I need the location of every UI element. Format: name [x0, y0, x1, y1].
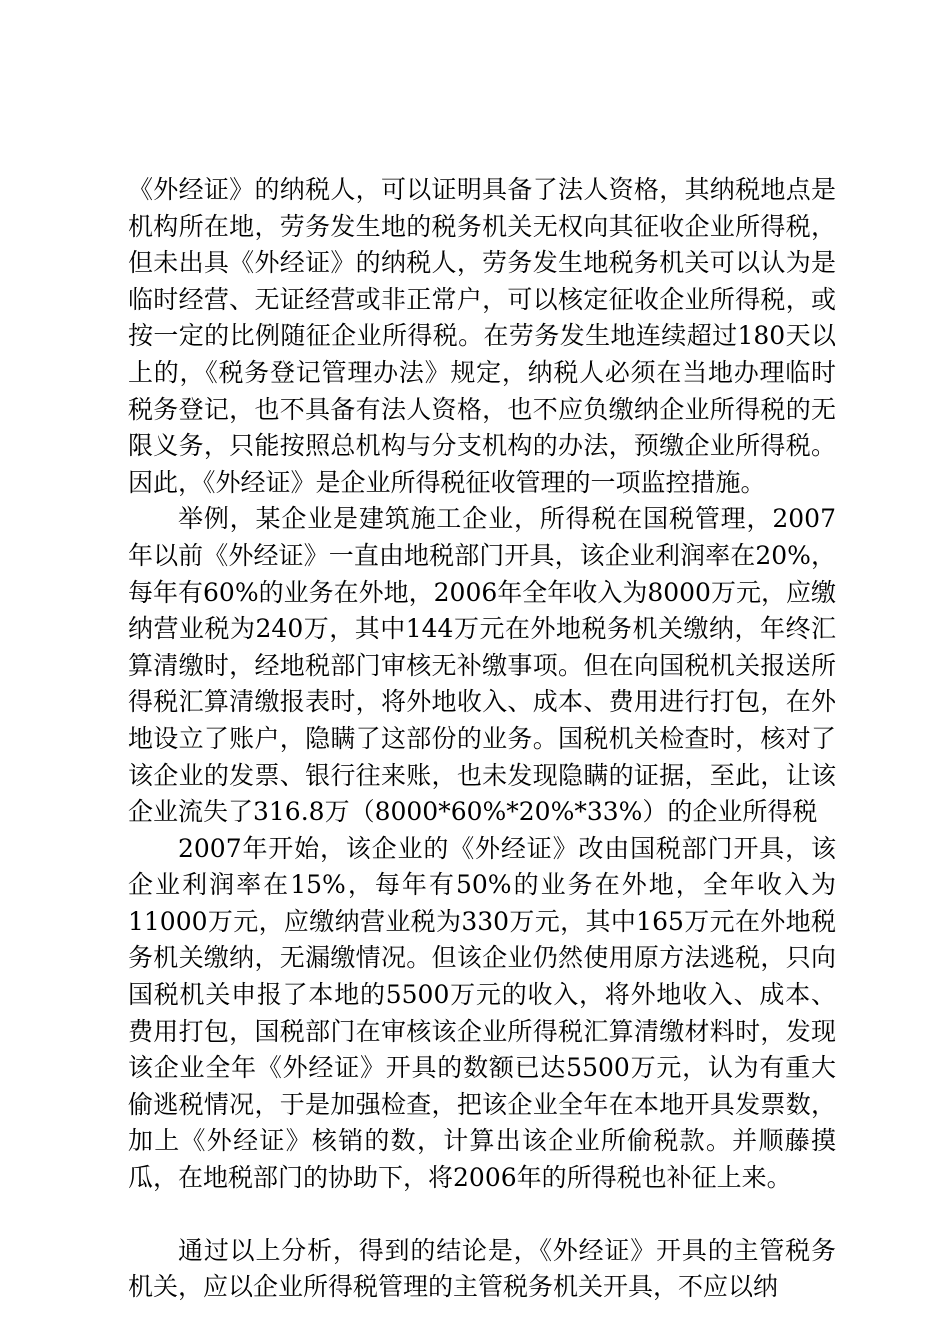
- paragraph-continuation: 《外经证》的纳税人，可以证明具备了法人资格，其纳税地点是机构所在地，劳务发生地的税务机关无权向其征收企业所得税，但未出具《外经证》的纳税人，劳务发生地税务机关可以认为是临时经营、无证经营或非正常户，可以核定征收企业所得税，或按一定的比例随征企业所得税。在劳务发生地连续超过180天以上的，《税务登记管理办法》规定，纳税人必须在当地办理临时税务登记，也不具备有法人资格，也不应负缴纳企业所得税的无限义务，只能按照总机构与分支机构的办法，预缴企业所得税。因此，《外经证》是企业所得税征收管理的一项监控措施。: [128, 175, 836, 497]
- document-body: [128, 172, 836, 1306]
- paragraph-example-2006: 举例，某企业是建筑施工企业，所得税在国税管理，2007年以前《外经证》一直由地税部门开具，该企业利润率在20%，每年有60%的业务在外地，2006年全年收入为8000万元，应缴纳营业税为240万，其中144万元在外地税务机关缴纳，年终汇算清缴时，经地税部门审核无补缴事项。但在向国税机关报送所得税汇算清缴报表时，将外地收入、成本、费用进行打包，在外地设立了账户，隐瞒了这部份的业务。国税机关检查时，核对了该企业的发票、银行往来账，也未发现隐瞒的证据，至此，让该企业流失了316.8万（8000*60%*20%*33%）的企业所得税: [128, 504, 836, 827]
- paragraph-conclusion: 通过以上分析，得到的结论是，《外经证》开具的主管税务机关，应以企业所得税管理的主管税务机关开具，不应以纳: [128, 1235, 836, 1302]
- paragraph-example-2007: 2007年开始，该企业的《外经证》改由国税部门开具，该企业利润率在15%，每年有50%的业务在外地，全年收入为11000万元，应缴纳营业税为330万元，其中165万元在外地税务机关缴纳，无漏缴情况。但该企业仍然使用原方法逃税，只向国税机关申报了本地的5500万元的收入，将外地收入、成本、费用打包，国税部门在审核该企业所得税汇算清缴材料时，发现该企业全年《外经证》开具的数额已达5500万元，认为有重大偷逃税情况，于是加强检查，把该企业全年在本地开具发票数，加上《外经证》核销的数，计算出该企业所偷税款。并顺藤摸瓜，在地税部门的协助下，将2006年的所得税也补征上来。: [128, 833, 836, 1193]
